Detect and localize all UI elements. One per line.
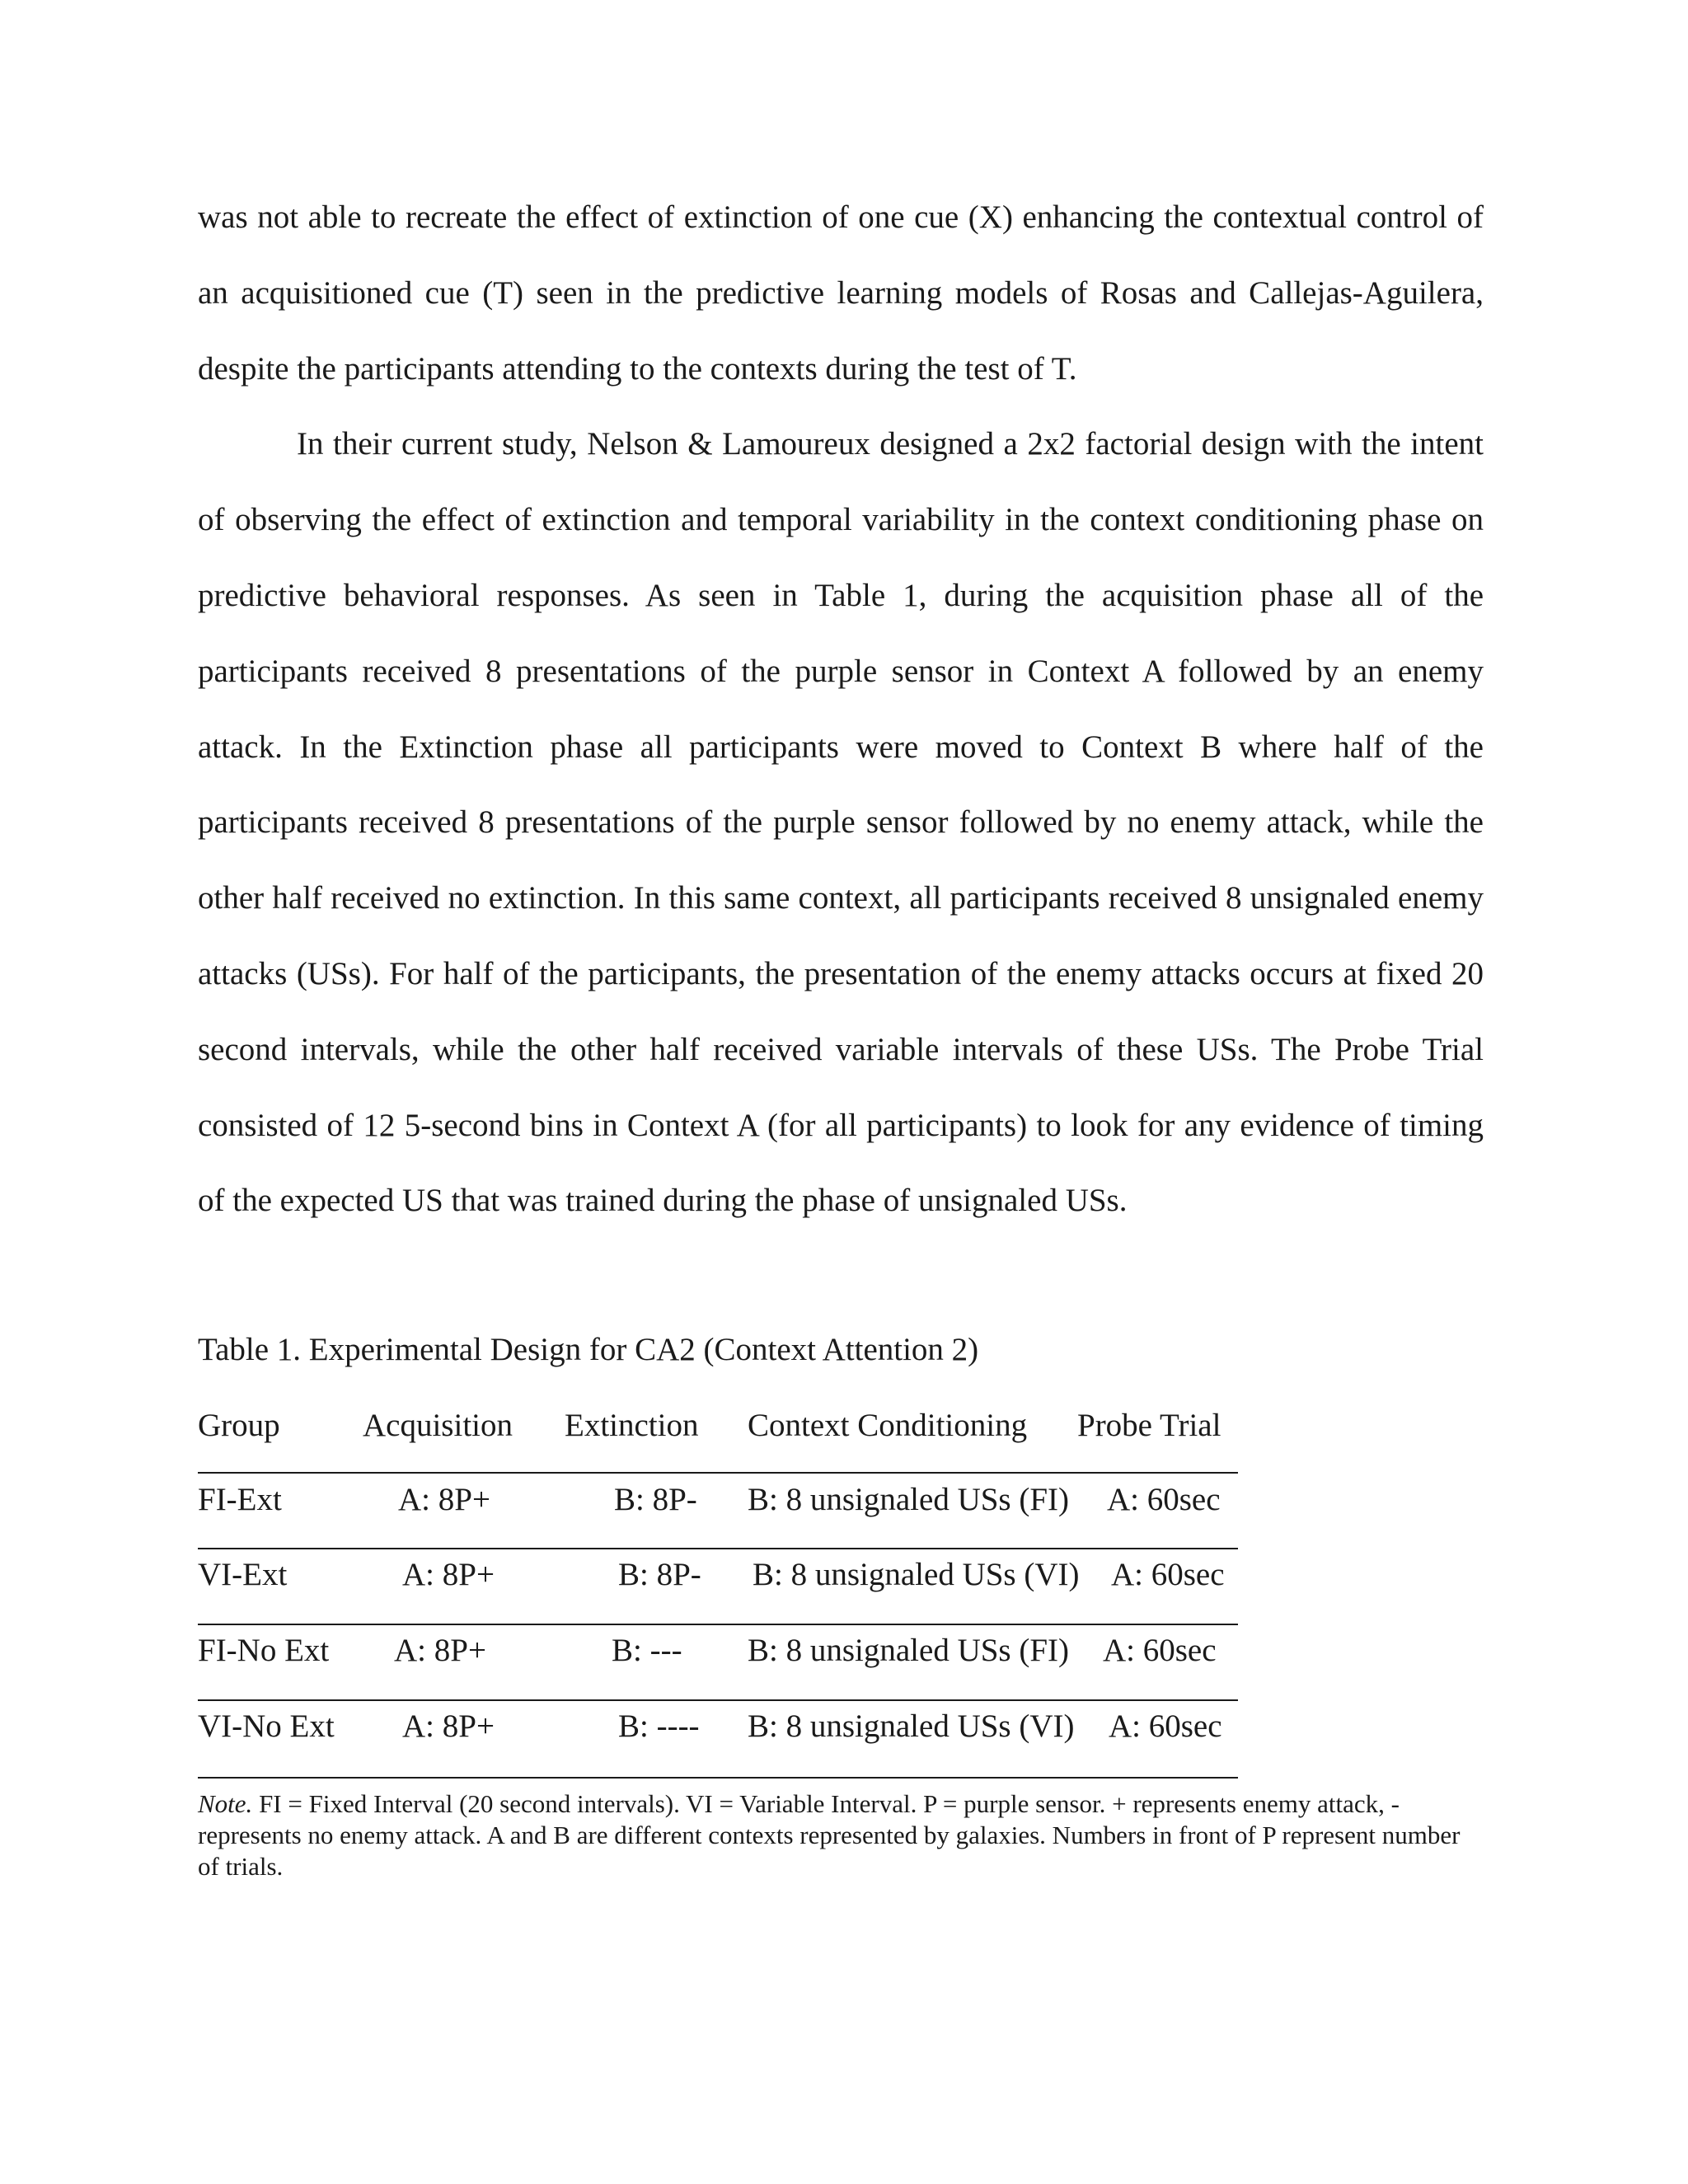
cell-acquisition: A: 8P+	[402, 1708, 495, 1744]
paragraph-line: In their current study, Nelson & Lamoureux designed a 2x2 factorial design with the intent	[297, 426, 1484, 462]
cell-group: FI-Ext	[198, 1482, 282, 1517]
cell-probe-trial: A: 60sec	[1103, 1633, 1217, 1668]
cell-group: VI-No Ext	[198, 1708, 335, 1744]
paragraph-line: of observing the effect of extinction and temporal variability in the context conditioning phase on	[198, 502, 1484, 537]
cell-extinction: B: 8P-	[618, 1557, 701, 1592]
paragraph-line: second intervals, while the other half received variable intervals of these USs. The Probe Trial	[198, 1032, 1484, 1067]
cell-extinction: B: ---	[612, 1633, 682, 1668]
cell-context-conditioning: B: 8 unsignaled USs (VI)	[748, 1708, 1075, 1744]
paragraph-line: of the expected US that was trained during the phase of unsignaled USs.	[198, 1183, 1128, 1218]
header-extinction: Extinction	[565, 1408, 699, 1443]
paragraph-line: other half received no extinction. In this same context, all participants received 8 unsignaled enemy	[198, 880, 1484, 916]
paragraph-line: predictive behavioral responses. As seen in Table 1, during the acquisition phase all of the	[198, 578, 1484, 613]
header-probe-trial: Probe Trial	[1077, 1408, 1221, 1443]
cell-extinction: B: ----	[618, 1708, 700, 1744]
cell-probe-trial: A: 60sec	[1109, 1708, 1222, 1744]
cell-context-conditioning: B: 8 unsignaled USs (FI)	[748, 1633, 1069, 1668]
paragraph-line: was not able to recreate the effect of extinction of one cue (X) enhancing the contextual control of	[198, 199, 1484, 235]
paragraph-line: consisted of 12 5-second bins in Context A (for all participants) to look for any evidence of timing	[198, 1108, 1484, 1143]
cell-group: FI-No Ext	[198, 1633, 330, 1668]
cell-acquisition: A: 8P+	[398, 1482, 490, 1517]
cell-probe-trial: A: 60sec	[1111, 1557, 1225, 1592]
paragraph-line: participants received 8 presentations of the purple sensor in Context A followed by an enemy	[198, 654, 1484, 689]
table-rule	[198, 1777, 1238, 1779]
header-acquisition: Acquisition	[363, 1408, 513, 1443]
cell-context-conditioning: B: 8 unsignaled USs (VI)	[753, 1557, 1080, 1592]
paragraph-line: attacks (USs). For half of the participants, the presentation of the enemy attacks occurs at fixed 20	[198, 956, 1484, 991]
cell-context-conditioning: B: 8 unsignaled USs (FI)	[748, 1482, 1069, 1517]
cell-probe-trial: A: 60sec	[1107, 1482, 1221, 1517]
paragraph-line: despite the participants attending to the contexts during the test of T.	[198, 351, 1077, 387]
table-rule	[198, 1548, 1238, 1549]
paragraph-line: an acquisitioned cue (T) seen in the predictive learning models of Rosas and Callejas-Aguilera,	[198, 275, 1484, 311]
table-note	[198, 1788, 1484, 1882]
paragraph-line: participants received 8 presentations of the purple sensor followed by no enemy attack, while the	[198, 804, 1484, 840]
table-rule	[198, 1624, 1238, 1625]
note-text: FI = Fixed Interval (20 second intervals). VI = Variable Interval. P = purple sensor. + represents enemy attack, - represents no enemy attack. A and B are different contexts represented by galaxies. Numbers in front of P represent number of trials.	[198, 1789, 1461, 1881]
cell-extinction: B: 8P-	[614, 1482, 697, 1517]
table-title: Table 1. Experimental Design for CA2 (Context Attention 2)	[198, 1332, 979, 1367]
header-context-conditioning: Context Conditioning	[748, 1408, 1028, 1443]
table-rule	[198, 1699, 1238, 1701]
cell-group: VI-Ext	[198, 1557, 288, 1592]
cell-acquisition: A: 8P+	[402, 1557, 495, 1592]
cell-acquisition: A: 8P+	[394, 1633, 486, 1668]
header-group: Group	[198, 1408, 280, 1443]
paragraph-line: attack. In the Extinction phase all participants were moved to Context B where half of the	[198, 729, 1484, 765]
note-label: Note.	[198, 1789, 253, 1818]
table-rule	[198, 1472, 1238, 1474]
